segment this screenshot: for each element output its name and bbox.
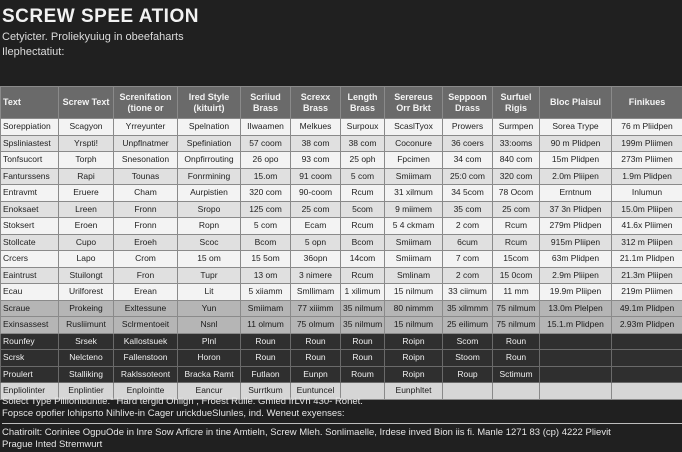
table-cell: 2 com: [443, 267, 493, 284]
table-cell: Roun: [341, 333, 385, 350]
table-cell: 15.0m Pliipen: [612, 201, 682, 218]
table-cell: 5 4 ckmam: [385, 218, 443, 235]
table-cell: Inlumun: [612, 185, 682, 202]
table-cell: Kallostsuek: [114, 333, 178, 350]
table-cell: Enplintier: [59, 383, 114, 400]
table-cell: Roun: [291, 350, 341, 367]
table-cell: Eunphltet: [385, 383, 443, 400]
table-cell: Lit: [178, 284, 241, 301]
table-cell: 26 opo: [241, 152, 291, 169]
table-cell: [540, 350, 612, 367]
table-cell: 5 xiiamm: [241, 284, 291, 301]
column-header: Screxx Brass: [291, 87, 341, 119]
table-cell: Rcum: [493, 218, 540, 235]
table-cell: Smllimam: [291, 284, 341, 301]
table-cell: 76 m Pliidpen: [612, 119, 682, 136]
table-cell: Smlinam: [385, 267, 443, 284]
table-cell: Crcers: [1, 251, 59, 268]
table-cell: Crom: [114, 251, 178, 268]
table-cell: Spsliniastest: [1, 135, 59, 152]
table-cell: 1.9m Plidpen: [612, 168, 682, 185]
table-cell: 75 nilmum: [493, 317, 540, 334]
table-cell: Enplointte: [114, 383, 178, 400]
table-cell: Rapi: [59, 168, 114, 185]
table-cell: Surpoux: [341, 119, 385, 136]
table-cell: Rounfey: [1, 333, 59, 350]
table-cell: Cham: [114, 185, 178, 202]
table-cell: Roipn: [385, 366, 443, 383]
table-cell: Scrsk: [1, 350, 59, 367]
column-header: Scriiud Brass: [241, 87, 291, 119]
table-cell: Fpcimen: [385, 152, 443, 169]
table-cell: Yrspti!: [59, 135, 114, 152]
table-cell: Smiimam: [241, 300, 291, 317]
table-cell: 34 5com: [443, 185, 493, 202]
table-cell: 36 coers: [443, 135, 493, 152]
table-cell: Rcum: [493, 234, 540, 251]
table-cell: 34 com: [443, 152, 493, 169]
column-header: Serereus Orr Brkt: [385, 87, 443, 119]
table-cell: 915m Pliipen: [540, 234, 612, 251]
table-cell: 25 com: [493, 201, 540, 218]
table-row: [1, 185, 682, 202]
table-cell: Snesonation: [114, 152, 178, 169]
table-cell: Tonfsucort: [1, 152, 59, 169]
table-cell: Fronn: [114, 218, 178, 235]
table-cell: Ecam: [291, 218, 341, 235]
table-cell: Bracka Ramt: [178, 366, 241, 383]
table-cell: 41.6x Pliimen: [612, 218, 682, 235]
table-cell: Smiimam: [385, 168, 443, 185]
table-cell: 25 com: [291, 201, 341, 218]
table-cell: [540, 366, 612, 383]
table-cell: Roun: [291, 333, 341, 350]
table-cell: Fonrmining: [178, 168, 241, 185]
table-cell: 15 5om: [241, 251, 291, 268]
table-cell: Yrreyunter: [114, 119, 178, 136]
table-body: [1, 119, 682, 400]
table-cell: 38 com: [341, 135, 385, 152]
table-cell: Enpliolinter: [1, 383, 59, 400]
table-cell: Melkues: [291, 119, 341, 136]
table-cell: 63m Plidpen: [540, 251, 612, 268]
table-cell: 2.93m Plidpen: [612, 317, 682, 334]
table-cell: Eroen: [59, 218, 114, 235]
page-title: SCREW SPEE ATION: [2, 6, 199, 27]
table-cell: Fron: [114, 267, 178, 284]
table-cell: 80 nimmm: [385, 300, 443, 317]
table-cell: 15 nilmum: [385, 284, 443, 301]
table-cell: 75 nilmum: [493, 300, 540, 317]
table-cell: 11 mm: [493, 284, 540, 301]
table-cell: 15 0com: [493, 267, 540, 284]
table-cell: 15 nilmum: [385, 317, 443, 334]
table-cell: ScaslTyox: [385, 119, 443, 136]
table-cell: 21.3m Pliipen: [612, 267, 682, 284]
spec-table-container: [0, 86, 682, 400]
table-header-row: [1, 87, 682, 119]
table-cell: 90-coom: [291, 185, 341, 202]
table-cell: Smiimam: [385, 234, 443, 251]
table-cell: Roun: [341, 350, 385, 367]
table-cell: Sorea Trype: [540, 119, 612, 136]
table-cell: Sclrmentoeit: [114, 317, 178, 334]
table-cell: Eroeh: [114, 234, 178, 251]
table-cell: Exltessune: [114, 300, 178, 317]
table-cell: Ropn: [178, 218, 241, 235]
footnote-1: Solect Type Piliionibuntle.° Hard tergid Ohlign , Froest Rulle. Gmled IrLVh 430- Ronet.: [2, 396, 363, 407]
table-cell: [612, 366, 682, 383]
table-cell: Roun: [493, 350, 540, 367]
table-cell: Surmpen: [493, 119, 540, 136]
table-cell: Urilforest: [59, 284, 114, 301]
table-row: [1, 333, 682, 350]
table-row: [1, 317, 682, 334]
table-cell: 15.1.m Plidpen: [540, 317, 612, 334]
table-cell: Stalliking: [59, 366, 114, 383]
table-cell: 1 xilimum: [341, 284, 385, 301]
table-row: [1, 350, 682, 367]
table-cell: Unpflnatmer: [114, 135, 178, 152]
table-cell: 25 oph: [341, 152, 385, 169]
table-cell: 15m Plidpen: [540, 152, 612, 169]
table-cell: 35 nilmum: [341, 300, 385, 317]
table-cell: Proulert: [1, 366, 59, 383]
footnote-4: Prague Inted Stremwurt: [2, 439, 103, 450]
table-row: [1, 284, 682, 301]
column-header: Text: [1, 87, 59, 119]
table-cell: Rcum: [341, 267, 385, 284]
table-cell: Sctimum: [493, 366, 540, 383]
table-cell: [540, 333, 612, 350]
table-cell: Coconure: [385, 135, 443, 152]
table-cell: 199m Pliimen: [612, 135, 682, 152]
table-cell: 38 com: [291, 135, 341, 152]
table-cell: 5com: [341, 201, 385, 218]
table-row: [1, 168, 682, 185]
table-cell: 57 coom: [241, 135, 291, 152]
table-cell: Eunpn: [291, 366, 341, 383]
table-cell: 15 om: [178, 251, 241, 268]
table-cell: 19.9m Pliipen: [540, 284, 612, 301]
footnote-2: Fopsce opofier lohipsrto Nihlive-in Cager urickdueSlunles, ind. Weneut exyenses:: [2, 408, 345, 419]
table-cell: 33 ciimum: [443, 284, 493, 301]
table-cell: Sropo: [178, 201, 241, 218]
footnote-divider: [2, 423, 682, 424]
table-cell: 90 m Plidpen: [540, 135, 612, 152]
table-cell: Cupo: [59, 234, 114, 251]
table-cell: 13.0m Plelpen: [540, 300, 612, 317]
table-cell: Rcum: [341, 218, 385, 235]
table-cell: Lreen: [59, 201, 114, 218]
table-cell: Scraue: [1, 300, 59, 317]
table-cell: 2.0m Pliipen: [540, 168, 612, 185]
table-cell: Scagyon: [59, 119, 114, 136]
table-cell: 14com: [341, 251, 385, 268]
table-cell: Roun: [241, 333, 291, 350]
column-header: Seppoon Drass: [443, 87, 493, 119]
table-cell: 6cum: [443, 234, 493, 251]
table-cell: 37 3n Plidpen: [540, 201, 612, 218]
table-cell: Roun: [241, 350, 291, 367]
document-header: [2, 6, 678, 58]
table-cell: 36opn: [291, 251, 341, 268]
table-cell: Nsnl: [178, 317, 241, 334]
table-cell: 78 Ocom: [493, 185, 540, 202]
subtitle-line-1: Cetyicter. Proliekyuiug in obeefaharts: [2, 31, 184, 43]
column-header: Screw Text: [59, 87, 114, 119]
table-cell: Roipn: [385, 350, 443, 367]
table-cell: Fallenstoon: [114, 350, 178, 367]
table-cell: Fronn: [114, 201, 178, 218]
table-cell: Smiimam: [385, 251, 443, 268]
table-cell: Roum: [341, 366, 385, 383]
table-cell: 21.1m Plidpen: [612, 251, 682, 268]
column-header: Ired Style (kituirt): [178, 87, 241, 119]
table-cell: 15com: [493, 251, 540, 268]
table-cell: 25:0 com: [443, 168, 493, 185]
table-row: [1, 300, 682, 317]
table-cell: Eruere: [59, 185, 114, 202]
table-row: [1, 201, 682, 218]
table-cell: Eancur: [178, 383, 241, 400]
table-cell: Srsek: [59, 333, 114, 350]
table-cell: Nelcteno: [59, 350, 114, 367]
table-row: [1, 234, 682, 251]
table-cell: Roup: [443, 366, 493, 383]
table-cell: Fanturssens: [1, 168, 59, 185]
table-cell: Eaintrust: [1, 267, 59, 284]
column-header: Length Brass: [341, 87, 385, 119]
table-cell: Stuilongt: [59, 267, 114, 284]
table-cell: Stoksert: [1, 218, 59, 235]
table-cell: 49.1m Plidpen: [612, 300, 682, 317]
table-cell: Aurpistien: [178, 185, 241, 202]
table-cell: 7 com: [443, 251, 493, 268]
column-header: Surfuel Rigis: [493, 87, 540, 119]
table-cell: Exinsassest: [1, 317, 59, 334]
table-cell: 91 coom: [291, 168, 341, 185]
table-cell: 320 com: [241, 185, 291, 202]
table-cell: 840 com: [493, 152, 540, 169]
table-cell: Spelnation: [178, 119, 241, 136]
table-cell: 35 com: [443, 201, 493, 218]
table-cell: Futlaon: [241, 366, 291, 383]
table-cell: Horon: [178, 350, 241, 367]
table-cell: Roipn: [385, 333, 443, 350]
table-row: [1, 267, 682, 284]
table-cell: Rusliimunt: [59, 317, 114, 334]
footnotes: [2, 396, 680, 451]
table-cell: Tupr: [178, 267, 241, 284]
table-cell: Entravmt: [1, 185, 59, 202]
table-cell: Erean: [114, 284, 178, 301]
table-cell: 5 com: [241, 218, 291, 235]
table-cell: Surrtkum: [241, 383, 291, 400]
table-row: [1, 251, 682, 268]
table-cell: [612, 333, 682, 350]
table-cell: 5 opn: [291, 234, 341, 251]
table-cell: 219m Pliimen: [612, 284, 682, 301]
table-cell: 33:ooms: [493, 135, 540, 152]
footnote-3: Chatiroilt: Coriniee OgpuOde in lnre Sow Arficre in tine Amtieln, Screw Mleh. Sonlimaelle, Irdese inved Bion iis fi. Manle 1271 83 (cp) 4222 Plievit: [2, 427, 611, 438]
table-cell: Enoksaet: [1, 201, 59, 218]
table-cell: IIwaamen: [241, 119, 291, 136]
column-header: Screnifation (tione or: [114, 87, 178, 119]
table-cell: 11 olmum: [241, 317, 291, 334]
table-cell: 312 m Pliipen: [612, 234, 682, 251]
table-cell: Scom: [443, 333, 493, 350]
table-cell: 279m Plidpen: [540, 218, 612, 235]
table-cell: 273m Pliimen: [612, 152, 682, 169]
table-cell: Stollcate: [1, 234, 59, 251]
table-cell: Bcom: [341, 234, 385, 251]
table-cell: [612, 350, 682, 367]
table-cell: 5 com: [341, 168, 385, 185]
table-cell: Tounas: [114, 168, 178, 185]
table-cell: 9 miimem: [385, 201, 443, 218]
table-cell: Stoom: [443, 350, 493, 367]
table-cell: Raklssoteont: [114, 366, 178, 383]
table-cell: 25 eilimum: [443, 317, 493, 334]
table-cell: Roun: [493, 333, 540, 350]
column-header: Finikues: [612, 87, 682, 119]
table-cell: Spefiniation: [178, 135, 241, 152]
table-cell: 125 com: [241, 201, 291, 218]
table-row: [1, 135, 682, 152]
table-cell: 35 xilmmm: [443, 300, 493, 317]
column-header: Bloc Plaisul: [540, 87, 612, 119]
table-cell: Bcom: [241, 234, 291, 251]
table-cell: Rcum: [341, 185, 385, 202]
table-cell: Yun: [178, 300, 241, 317]
table-cell: Euntuncel: [291, 383, 341, 400]
table-cell: 15.om: [241, 168, 291, 185]
table-cell: Torph: [59, 152, 114, 169]
table-cell: 320 com: [493, 168, 540, 185]
table-cell: 93 com: [291, 152, 341, 169]
table-cell: Plnl: [178, 333, 241, 350]
table-cell: 13 om: [241, 267, 291, 284]
table-cell: Prokeing: [59, 300, 114, 317]
subtitle-line-2: Ilephectatiut:: [2, 46, 65, 58]
table-row: [1, 218, 682, 235]
table-cell: Erntnum: [540, 185, 612, 202]
table-cell: 35 nilmum: [341, 317, 385, 334]
table-row: [1, 366, 682, 383]
table-cell: 77 xiiimm: [291, 300, 341, 317]
table-cell: 3 nimere: [291, 267, 341, 284]
table-row: [1, 152, 682, 169]
table-cell: 75 olmum: [291, 317, 341, 334]
spec-table: [0, 86, 682, 400]
table-cell: Onpfirrouting: [178, 152, 241, 169]
table-cell: Prowers: [443, 119, 493, 136]
table-cell: Lapo: [59, 251, 114, 268]
table-cell: 31 xilmum: [385, 185, 443, 202]
table-cell: Ecau: [1, 284, 59, 301]
table-cell: 2 com: [443, 218, 493, 235]
table-cell: Soreppiation: [1, 119, 59, 136]
table-cell: 2.9m Pliipen: [540, 267, 612, 284]
table-cell: Scoc: [178, 234, 241, 251]
table-row: [1, 119, 682, 136]
